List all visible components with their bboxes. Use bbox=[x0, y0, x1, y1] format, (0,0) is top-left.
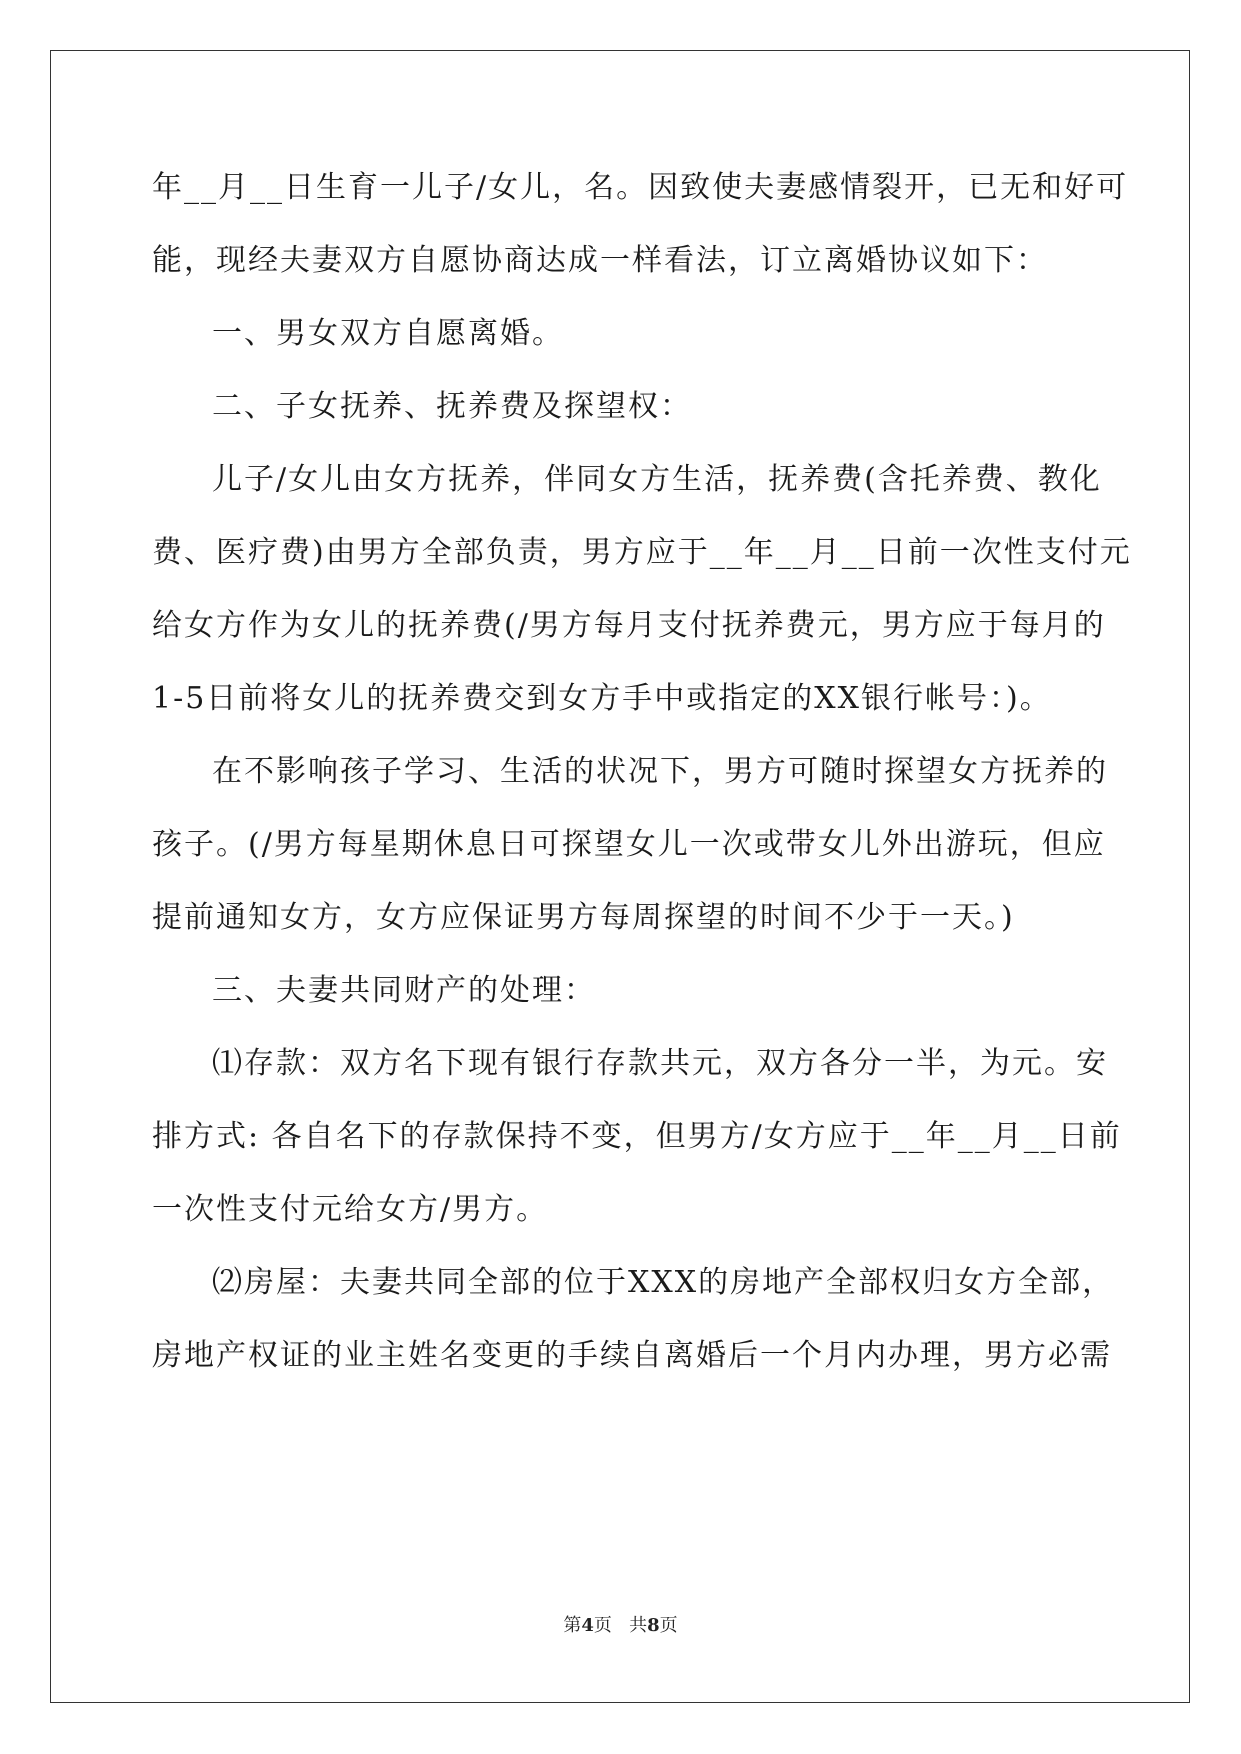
text-line: 给女方作为女儿的抚养费(/男方每月支付抚养费元，男方应于每月的 bbox=[152, 608, 1106, 643]
section-heading: 二、子女抚养、抚养费及探望权： bbox=[212, 389, 692, 424]
text-line: 能，现经夫妻双方自愿协商达成一样看法，订立离婚协议如下： bbox=[152, 243, 1048, 278]
text-line: 费、医疗费)由男方全部负责，男方应于__年__月__日前一次性支付元 bbox=[152, 535, 1132, 570]
text-line: 儿子/女儿由女方抚养，伴同女方生活，抚养费(含托养费、教化 bbox=[212, 462, 1102, 497]
total-pages-number: 8 bbox=[647, 1615, 660, 1636]
text-line: 一次性支付元给女方/男方。 bbox=[152, 1192, 549, 1227]
text-line: 孩子。(/男方每星期休息日可探望女儿一次或带女儿外出游玩，但应 bbox=[152, 827, 1106, 862]
text-line: 1-5日前将女儿的抚养费交到女方手中或指定的XX银行帐号：)。 bbox=[152, 681, 1052, 716]
text-line: 房地产权证的业主姓名变更的手续自离婚后一个月内办理，男方必需 bbox=[152, 1338, 1112, 1373]
page-footer bbox=[0, 1614, 1241, 1638]
section-heading: 三、夫妻共同财产的处理： bbox=[212, 973, 596, 1008]
footer-total-suffix: 页 bbox=[659, 1615, 678, 1636]
footer-page-word: 页 bbox=[593, 1615, 612, 1636]
text-line: 年__月__日生育一儿子/女儿，名。因致使夫妻感情裂开，已无和好可 bbox=[152, 170, 1129, 205]
text-line: 在不影响孩子学习、生活的状况下，男方可随时探望女方抚养的 bbox=[212, 754, 1108, 789]
section-heading: 一、男女双方自愿离婚。 bbox=[212, 316, 564, 351]
current-page-number: 4 bbox=[581, 1615, 594, 1636]
page-frame bbox=[50, 50, 1190, 1703]
footer-total-prefix: 共 bbox=[629, 1615, 648, 1636]
footer-prefix: 第 bbox=[563, 1615, 582, 1636]
text-line: ⑴存款：双方名下现有银行存款共元，双方各分一半，为元。安 bbox=[212, 1046, 1108, 1081]
text-line: 排方式: 各自名下的存款保持不变，但男方/女方应于__年__月__日前 bbox=[152, 1119, 1122, 1154]
text-line: 提前通知女方，女方应保证男方每周探望的时间不少于一天。) bbox=[152, 900, 1015, 935]
text-line: ⑵房屋：夫妻共同全部的位于XXX的房地产全部权归女方全部， bbox=[212, 1265, 1115, 1300]
